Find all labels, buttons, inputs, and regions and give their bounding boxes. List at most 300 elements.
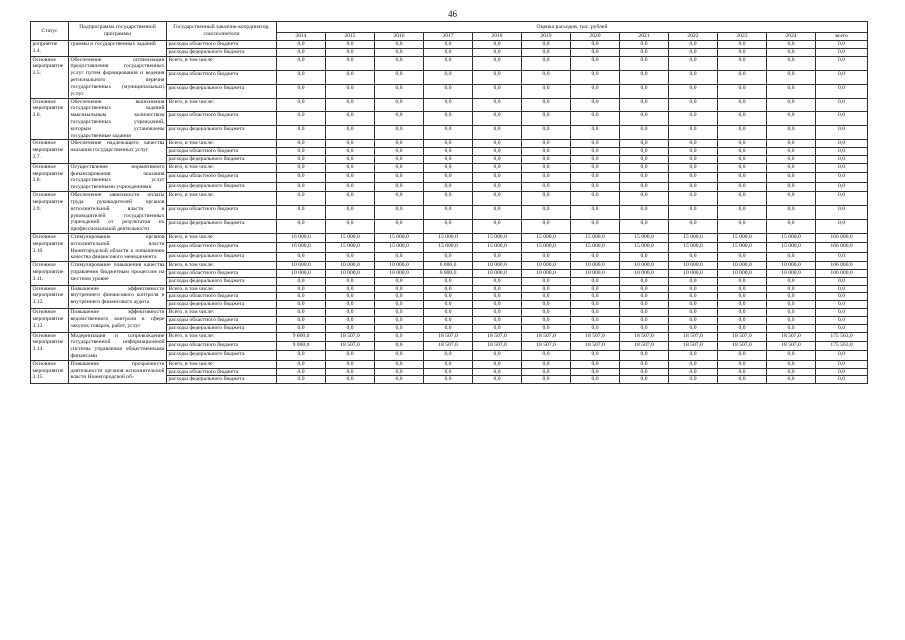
amount-cell: 0,0 (620, 70, 669, 84)
measure-status: Основное мероприятие 3.11. (31, 262, 69, 285)
funding-source: расходы областного бюджета (167, 112, 277, 126)
amount-cell: 0,0 (620, 351, 669, 360)
amount-cell: 0,0 (375, 48, 424, 56)
amount-cell: 0,0 (669, 376, 718, 384)
amount-cell: 0,0 (326, 376, 375, 384)
amount-cell: 0,0 (571, 140, 620, 148)
amount-cell: 0,0 (571, 324, 620, 332)
amount-cell: 0,0 (326, 309, 375, 317)
amount-cell: 0,0 (473, 285, 522, 293)
amount-cell: 0,0 (571, 56, 620, 70)
amount-cell: 0,0 (277, 316, 326, 324)
amount-cell: 0,0 (571, 182, 620, 191)
amount-cell: 0,0 (522, 156, 571, 164)
amount-cell: 0,0 (522, 182, 571, 191)
amount-cell: 0,0 (326, 324, 375, 332)
amount-cell: 0,0 (522, 368, 571, 376)
amount-cell: 0,0 (816, 156, 868, 164)
measure-name: Повышение прозрачности деятельности органов исполнительной власти Нижегородской об- (69, 360, 167, 383)
amount-cell: 0,0 (571, 316, 620, 324)
amount-cell: 10 000,0 (473, 270, 522, 278)
amount-cell: 18 507,0 (424, 332, 473, 341)
amount-cell: 0,0 (375, 309, 424, 317)
amount-cell: 0,0 (277, 126, 326, 140)
funding-source: Всего, в том числе: (167, 233, 277, 242)
amount-cell: 0,0 (326, 351, 375, 360)
amount-cell: 0,0 (326, 140, 375, 148)
amount-cell: 0,0 (767, 316, 816, 324)
amount-cell: 18 507,0 (473, 341, 522, 350)
amount-cell: 0,0 (277, 140, 326, 148)
amount-cell: 0,0 (669, 285, 718, 293)
funding-source: расходы федерального бюджета (167, 376, 277, 384)
amount-cell: 0,0 (816, 301, 868, 309)
amount-cell: 0,0 (326, 84, 375, 98)
amount-cell: 0,0 (816, 368, 868, 376)
amount-cell: 0,0 (571, 360, 620, 368)
amount-cell: 0,0 (473, 206, 522, 220)
amount-cell: 0,0 (424, 182, 473, 191)
measure-status: Основное мероприятие 3.5. (31, 56, 69, 98)
amount-cell: 0,0 (277, 70, 326, 84)
amount-cell: 0,0 (816, 309, 868, 317)
funding-source: расходы федерального бюджета (167, 182, 277, 191)
measure-name: Осуществление нормативного финансирования оказания государственных услуг государственными учреждениями (70, 163, 165, 191)
amount-cell: 0,0 (669, 112, 718, 126)
amount-cell: 0,0 (473, 360, 522, 368)
amount-cell: 0,0 (767, 301, 816, 309)
amount-cell: 0,0 (718, 148, 767, 156)
amount-cell: 0,0 (620, 156, 669, 164)
amount-cell: 0,0 (620, 182, 669, 191)
amount-cell: 15 000,0 (669, 233, 718, 242)
amount-cell: 18 507,0 (424, 341, 473, 350)
table-row (31, 262, 868, 270)
funding-source: расходы федерального бюджета (167, 156, 277, 164)
amount-cell: 0,0 (375, 126, 424, 140)
amount-cell: 0,0 (375, 98, 424, 112)
amount-cell: 0,0 (473, 148, 522, 156)
amount-cell: 0,0 (473, 70, 522, 84)
amount-cell: 0,0 (669, 252, 718, 261)
amount-cell: 0,0 (277, 192, 326, 206)
amount-cell: 0,0 (816, 163, 868, 172)
amount-cell: 0,0 (277, 293, 326, 301)
amount-cell: 0,0 (767, 70, 816, 84)
amount-cell: 0,0 (816, 277, 868, 285)
amount-cell: 0,0 (473, 156, 522, 164)
amount-cell: 0,0 (473, 192, 522, 206)
amount-cell: 0,0 (277, 301, 326, 309)
header-status: Статус (31, 22, 69, 41)
amount-cell: 0,0 (277, 41, 326, 49)
amount-cell: 0,0 (767, 182, 816, 191)
amount-cell: 0,0 (473, 316, 522, 324)
amount-cell: 0,0 (277, 163, 326, 172)
amount-cell: 0,0 (669, 309, 718, 317)
table-row (31, 56, 868, 70)
amount-cell: 10 000,0 (718, 262, 767, 270)
amount-cell: 0,0 (669, 163, 718, 172)
amount-cell: 15 000,0 (424, 243, 473, 252)
amount-cell: 9 000,0 (277, 332, 326, 341)
funding-source: расходы областного бюджета (167, 368, 277, 376)
amount-cell: 0,0 (669, 219, 718, 233)
amount-cell: 0,0 (375, 163, 424, 172)
amount-cell: 0,0 (767, 368, 816, 376)
amount-cell: 18 507,0 (718, 332, 767, 341)
amount-cell: 0,0 (375, 368, 424, 376)
amount-cell: 0,0 (718, 351, 767, 360)
amount-cell: 10 000,0 (326, 262, 375, 270)
amount-cell: 0,0 (620, 192, 669, 206)
funding-source: расходы областного бюджета (167, 41, 277, 49)
amount-cell: 15 000,0 (424, 233, 473, 242)
amount-cell: 0,0 (326, 285, 375, 293)
table-row (31, 233, 868, 242)
amount-cell: 0,0 (424, 277, 473, 285)
amount-cell: 6 000,0 (424, 262, 473, 270)
year-header: 2018 (473, 33, 522, 41)
year-header: 2015 (326, 33, 375, 41)
amount-cell: 0,0 (571, 206, 620, 220)
amount-cell: 10 000,0 (375, 270, 424, 278)
amount-cell: 0,0 (620, 219, 669, 233)
amount-cell: 0,0 (277, 360, 326, 368)
amount-cell: 0,0 (375, 293, 424, 301)
amount-cell: 0,0 (571, 173, 620, 182)
amount-cell: 0,0 (424, 48, 473, 56)
amount-cell: 0,0 (718, 163, 767, 172)
amount-cell: 0,0 (669, 98, 718, 112)
amount-cell: 0,0 (424, 376, 473, 384)
year-header: 2020 (571, 33, 620, 41)
amount-cell: 0,0 (767, 48, 816, 56)
amount-cell: 15 000,0 (522, 233, 571, 242)
amount-cell: 0,0 (473, 126, 522, 140)
amount-cell: 0,0 (424, 324, 473, 332)
amount-cell: 10 000,0 (522, 270, 571, 278)
amount-cell: 0,0 (424, 293, 473, 301)
amount-cell: 0,0 (669, 301, 718, 309)
amount-cell: 0,0 (620, 293, 669, 301)
amount-cell: 0,0 (375, 206, 424, 220)
amount-cell: 18 507,0 (326, 341, 375, 350)
amount-cell: 0,0 (522, 41, 571, 49)
amount-cell: 0,0 (767, 41, 816, 49)
amount-cell: 0,0 (620, 98, 669, 112)
amount-cell: 0,0 (375, 182, 424, 191)
table-row (31, 309, 868, 317)
amount-cell: 18 507,0 (669, 341, 718, 350)
amount-cell: 0,0 (522, 376, 571, 384)
amount-cell: 0,0 (718, 112, 767, 126)
funding-source: Всего, в том числе: (167, 332, 277, 341)
amount-cell: 0,0 (522, 360, 571, 368)
amount-cell: 0,0 (816, 70, 868, 84)
amount-cell: 0,0 (718, 192, 767, 206)
amount-cell: 0,0 (326, 192, 375, 206)
amount-cell: 0,0 (326, 56, 375, 70)
amount-cell: 18 507,0 (522, 341, 571, 350)
amount-cell: 0,0 (522, 252, 571, 261)
amount-cell: 0,0 (375, 316, 424, 324)
funding-source: расходы областного бюджета (167, 148, 277, 156)
amount-cell: 0,0 (277, 148, 326, 156)
amount-cell: 0,0 (767, 192, 816, 206)
amount-cell: 0,0 (522, 206, 571, 220)
amount-cell: 10 000,0 (718, 270, 767, 278)
amount-cell: 0,0 (473, 98, 522, 112)
amount-cell: 0,0 (277, 277, 326, 285)
amount-cell: 0,0 (767, 309, 816, 317)
amount-cell: 15 000,0 (375, 243, 424, 252)
amount-cell: 18 507,0 (326, 332, 375, 341)
amount-cell: 9 000,0 (277, 341, 326, 350)
amount-cell: 0,0 (718, 376, 767, 384)
amount-cell: 0,0 (669, 360, 718, 368)
amount-cell: 0,0 (767, 126, 816, 140)
amount-cell: 0,0 (522, 48, 571, 56)
amount-cell: 0,0 (669, 368, 718, 376)
amount-cell: 0,0 (816, 173, 868, 182)
table-row (31, 285, 868, 293)
amount-cell: 18 507,0 (620, 341, 669, 350)
amount-cell: 0,0 (767, 163, 816, 172)
amount-cell: 0,0 (473, 41, 522, 49)
funding-source: Всего, в том числе: (167, 56, 277, 70)
amount-cell: 0,0 (522, 84, 571, 98)
amount-cell: 0,0 (669, 324, 718, 332)
page-number: 46 (448, 9, 457, 19)
amount-cell: 0,0 (326, 156, 375, 164)
amount-cell: 0,0 (522, 277, 571, 285)
measure-name: Обеспечение надлежащего качества оказания государственных услуг (69, 140, 167, 163)
amount-cell: 0,0 (326, 41, 375, 49)
measure-status: Основное мероприятие 3.8. (31, 163, 69, 191)
year-header: 2023 (718, 33, 767, 41)
amount-cell: 0,0 (571, 126, 620, 140)
amount-cell: 0,0 (326, 70, 375, 84)
amount-cell: 0,0 (375, 70, 424, 84)
amount-cell: 0,0 (522, 301, 571, 309)
amount-cell: 0,0 (571, 301, 620, 309)
amount-cell: 0,0 (522, 70, 571, 84)
amount-cell: 15 000,0 (620, 233, 669, 242)
funding-source: Всего, в том числе: (167, 360, 277, 368)
header-customer: Государственный заказчик-координатор, соисполнители (167, 22, 277, 41)
amount-cell: 0,0 (522, 293, 571, 301)
amount-cell: 0,0 (424, 351, 473, 360)
amount-cell: 0,0 (718, 360, 767, 368)
amount-cell: 0,0 (816, 41, 868, 49)
amount-cell: 0,0 (473, 368, 522, 376)
amount-cell: 0,0 (326, 48, 375, 56)
amount-cell: 0,0 (669, 84, 718, 98)
amount-cell: 0,0 (522, 316, 571, 324)
table-row (31, 140, 868, 148)
amount-cell: 0,0 (571, 252, 620, 261)
amount-cell: 15 000,0 (767, 243, 816, 252)
amount-cell: 6 000,0 (424, 270, 473, 278)
year-header: 2016 (375, 33, 424, 41)
measure-name: Обеспечение оптимизации предоставления государственных услуг путем формирования и ведения регионального перечня государственных (муниципальных) услуг (70, 56, 165, 97)
amount-cell: 0,0 (277, 368, 326, 376)
amount-cell: 10 000,0 (767, 270, 816, 278)
amount-cell: 0,0 (424, 70, 473, 84)
amount-cell: 0,0 (816, 140, 868, 148)
amount-cell: 0,0 (816, 98, 868, 112)
amount-cell: 0,0 (620, 148, 669, 156)
amount-cell: 0,0 (669, 126, 718, 140)
amount-cell: 0,0 (375, 252, 424, 261)
amount-cell: 0,0 (375, 341, 424, 350)
amount-cell: 0,0 (669, 48, 718, 56)
measure-name: Стимулирование повышения качества управления бюджетным процессом на местном уровне (69, 262, 167, 285)
amount-cell: 0,0 (522, 140, 571, 148)
amount-cell: 0,0 (326, 301, 375, 309)
amount-cell: 0,0 (571, 351, 620, 360)
amount-cell: 0,0 (326, 368, 375, 376)
amount-cell: 10 000,0 (571, 270, 620, 278)
amount-cell: 0,0 (767, 219, 816, 233)
amount-cell: 0,0 (424, 156, 473, 164)
amount-cell: 0,0 (522, 148, 571, 156)
amount-cell: 166 000,0 (816, 243, 868, 252)
table-row (31, 332, 868, 341)
amount-cell: 0,0 (522, 126, 571, 140)
amount-cell: 0,0 (473, 182, 522, 191)
amount-cell: 0,0 (375, 192, 424, 206)
amount-cell: 0,0 (669, 70, 718, 84)
amount-cell: 0,0 (522, 351, 571, 360)
amount-cell: 106 000,0 (816, 270, 868, 278)
amount-cell: 0,0 (816, 324, 868, 332)
amount-cell: 18 507,0 (571, 332, 620, 341)
amount-cell: 0,0 (571, 163, 620, 172)
amount-cell: 0,0 (620, 309, 669, 317)
measure-name: Стимулирование органов исполнительной власти Нижегородской области к повышению качества финансового менеджмента (70, 233, 165, 261)
amount-cell: 0,0 (571, 285, 620, 293)
year-header: 2022 (669, 33, 718, 41)
amount-cell: 16 000,0 (277, 243, 326, 252)
amount-cell: 0,0 (424, 112, 473, 126)
amount-cell: 0,0 (326, 316, 375, 324)
amount-cell: 0,0 (522, 56, 571, 70)
amount-cell: 0,0 (718, 182, 767, 191)
amount-cell: 0,0 (718, 156, 767, 164)
amount-cell: 0,0 (718, 316, 767, 324)
amount-cell: 0,0 (620, 48, 669, 56)
amount-cell: 0,0 (718, 70, 767, 84)
funding-source: Всего, в том числе: (167, 192, 277, 206)
amount-cell: 0,0 (375, 156, 424, 164)
amount-cell: 106 000,0 (816, 262, 868, 270)
amount-cell: 0,0 (424, 192, 473, 206)
amount-cell: 0,0 (620, 56, 669, 70)
funding-source: Всего, в том числе: (167, 140, 277, 148)
amount-cell: 0,0 (424, 98, 473, 112)
amount-cell: 0,0 (375, 219, 424, 233)
amount-cell: 0,0 (571, 112, 620, 126)
amount-cell: 0,0 (473, 301, 522, 309)
amount-cell: 0,0 (473, 324, 522, 332)
amount-cell: 0,0 (424, 148, 473, 156)
amount-cell: 0,0 (277, 156, 326, 164)
amount-cell: 0,0 (326, 98, 375, 112)
amount-cell: 18 507,0 (767, 341, 816, 350)
amount-cell: 0,0 (375, 140, 424, 148)
amount-cell: 15 000,0 (473, 243, 522, 252)
amount-cell: 0,0 (669, 56, 718, 70)
amount-cell: 15 000,0 (718, 243, 767, 252)
amount-cell: 0,0 (424, 316, 473, 324)
amount-cell: 0,0 (620, 285, 669, 293)
funding-source: расходы федерального бюджета (167, 351, 277, 360)
funding-source: расходы областного бюджета (167, 70, 277, 84)
amount-cell: 18 507,0 (669, 332, 718, 341)
amount-cell: 0,0 (620, 112, 669, 126)
measure-status: Основное мероприятие 3.6. (31, 98, 69, 140)
funding-source: Всего, в том числе: (167, 163, 277, 172)
amount-cell: 0,0 (424, 252, 473, 261)
amount-cell: 0,0 (620, 163, 669, 172)
amount-cell: 166 000,0 (816, 233, 868, 242)
amount-cell: 0,0 (669, 140, 718, 148)
amount-cell: 0,0 (522, 163, 571, 172)
amount-cell: 0,0 (473, 376, 522, 384)
amount-cell: 0,0 (718, 140, 767, 148)
amount-cell: 0,0 (375, 84, 424, 98)
amount-cell: 0,0 (571, 98, 620, 112)
amount-cell: 0,0 (277, 351, 326, 360)
amount-cell: 18 507,0 (767, 332, 816, 341)
amount-cell: 0,0 (718, 84, 767, 98)
amount-cell: 0,0 (277, 48, 326, 56)
amount-cell: 0,0 (424, 56, 473, 70)
amount-cell: 0,0 (522, 219, 571, 233)
amount-cell: 0,0 (718, 126, 767, 140)
amount-cell: 0,0 (375, 360, 424, 368)
amount-cell: 0,0 (767, 360, 816, 368)
amount-cell: 0,0 (767, 376, 816, 384)
amount-cell: 0,0 (424, 285, 473, 293)
amount-cell: 15 000,0 (326, 243, 375, 252)
amount-cell: 18 507,0 (718, 341, 767, 350)
amount-cell: 0,0 (473, 56, 522, 70)
amount-cell: 0,0 (326, 182, 375, 191)
amount-cell: 0,0 (620, 126, 669, 140)
amount-cell: 0,0 (767, 56, 816, 70)
measure-status: Основное мероприятие 3.13. (31, 309, 69, 332)
amount-cell: 0,0 (767, 148, 816, 156)
amount-cell: 0,0 (424, 84, 473, 98)
amount-cell: 10 000,0 (620, 262, 669, 270)
amount-cell: 0,0 (473, 48, 522, 56)
amount-cell: 0,0 (473, 173, 522, 182)
amount-cell: 0,0 (620, 206, 669, 220)
measure-status: Основное мероприятие 3.7. (31, 140, 69, 163)
measure-status: роприятие 3.4. (31, 41, 69, 57)
amount-cell: 0,0 (473, 112, 522, 126)
funding-source: расходы областного бюджета (167, 316, 277, 324)
amount-cell: 10 000,0 (669, 262, 718, 270)
amount-cell: 0,0 (571, 309, 620, 317)
amount-cell: 0,0 (277, 173, 326, 182)
amount-cell: 0,0 (571, 368, 620, 376)
measure-name: Повышение эффективности ведомственного контроля в сфере закупок товаров, работ, услуг (69, 309, 167, 332)
amount-cell: 0,0 (620, 316, 669, 324)
